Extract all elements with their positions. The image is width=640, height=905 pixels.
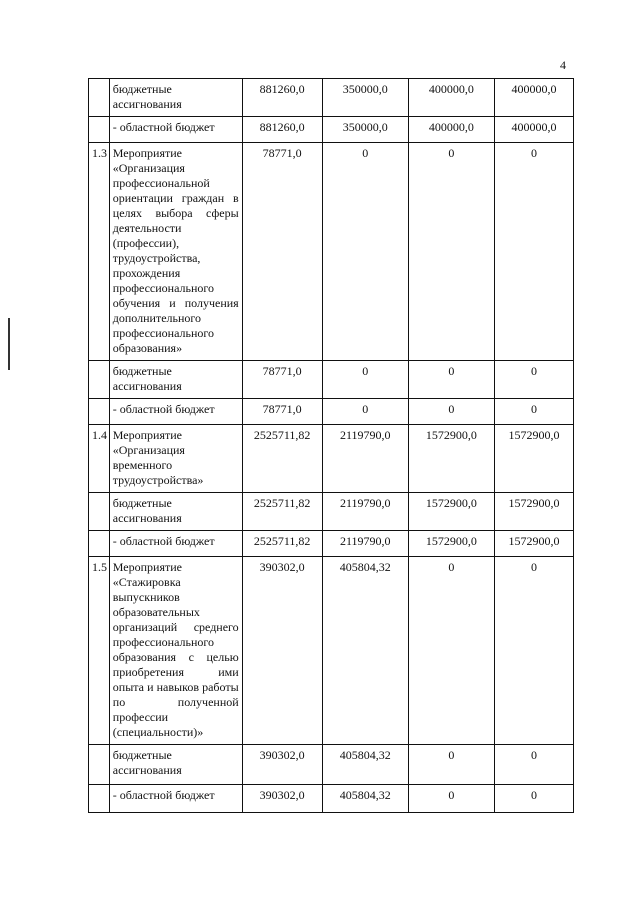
row-code [89,531,110,557]
row-value-4: 1572900,0 [495,531,574,557]
table-row [89,785,574,813]
row-value-1: 390302,0 [242,557,322,745]
row-value-3: 0 [408,785,494,813]
table-row [89,425,574,493]
row-code [89,745,110,785]
row-name: Мероприятие «Стажировка выпускников образовательных организаций среднего профессионального образования с целью приобретения ими опыта и навыков работы по полученной профессии (специальности)» [109,557,242,745]
row-name: - областной бюджет [109,399,242,425]
table-row [89,79,574,117]
row-value-2: 405804,32 [322,785,408,813]
row-value-1: 78771,0 [242,361,322,399]
budget-table [88,78,574,813]
row-name: - областной бюджет [109,785,242,813]
row-value-4: 0 [495,399,574,425]
row-value-2: 2119790,0 [322,425,408,493]
row-code: 1.3 [89,143,110,361]
row-value-3: 1572900,0 [408,493,494,531]
table-row [89,143,574,361]
row-value-4: 400000,0 [495,79,574,117]
row-value-4: 1572900,0 [495,493,574,531]
row-value-4: 400000,0 [495,117,574,143]
row-code [89,117,110,143]
row-value-1: 881260,0 [242,117,322,143]
row-code: 1.4 [89,425,110,493]
row-name: бюджетные ассигнования [109,745,242,785]
row-value-3: 0 [408,745,494,785]
table-row [89,117,574,143]
row-value-3: 0 [408,143,494,361]
row-code: 1.5 [89,557,110,745]
row-name: Мероприятие «Организация временного трудоустройства» [109,425,242,493]
row-value-4: 0 [495,361,574,399]
margin-mark [8,318,10,370]
row-value-2: 2119790,0 [322,493,408,531]
row-value-4: 0 [495,785,574,813]
row-code [89,361,110,399]
row-value-2: 350000,0 [322,79,408,117]
row-name: Мероприятие «Организация профессиональной ориентации граждан в целях выбора сферы деятельности (профессии), трудоустройства, прохождения профессионального обучения и получения дополнительного профессионального образования» [109,143,242,361]
row-value-2: 0 [322,399,408,425]
row-value-4: 0 [495,745,574,785]
table-row [89,745,574,785]
row-code [89,785,110,813]
row-value-2: 405804,32 [322,557,408,745]
row-value-2: 405804,32 [322,745,408,785]
row-value-1: 390302,0 [242,785,322,813]
row-value-4: 1572900,0 [495,425,574,493]
row-name: бюджетные ассигнования [109,493,242,531]
row-value-1: 2525711,82 [242,531,322,557]
row-code [89,399,110,425]
row-name: - областной бюджет [109,531,242,557]
row-value-4: 0 [495,143,574,361]
row-value-3: 0 [408,399,494,425]
page-number: 4 [560,58,566,72]
row-value-3: 0 [408,361,494,399]
row-value-2: 0 [322,143,408,361]
row-value-4: 0 [495,557,574,745]
row-value-1: 78771,0 [242,143,322,361]
table-row [89,399,574,425]
row-value-1: 881260,0 [242,79,322,117]
row-value-3: 400000,0 [408,79,494,117]
row-name: - областной бюджет [109,117,242,143]
table-row [89,493,574,531]
row-value-2: 2119790,0 [322,531,408,557]
table-row [89,557,574,745]
row-value-2: 350000,0 [322,117,408,143]
row-value-1: 2525711,82 [242,493,322,531]
row-value-3: 0 [408,557,494,745]
row-name: бюджетные ассигнования [109,361,242,399]
row-code [89,493,110,531]
row-value-3: 1572900,0 [408,425,494,493]
table-row [89,361,574,399]
row-value-1: 390302,0 [242,745,322,785]
row-value-3: 400000,0 [408,117,494,143]
row-value-3: 1572900,0 [408,531,494,557]
row-value-1: 2525711,82 [242,425,322,493]
row-value-2: 0 [322,361,408,399]
table-row [89,531,574,557]
row-name: бюджетные ассигнования [109,79,242,117]
row-code [89,79,110,117]
row-value-1: 78771,0 [242,399,322,425]
